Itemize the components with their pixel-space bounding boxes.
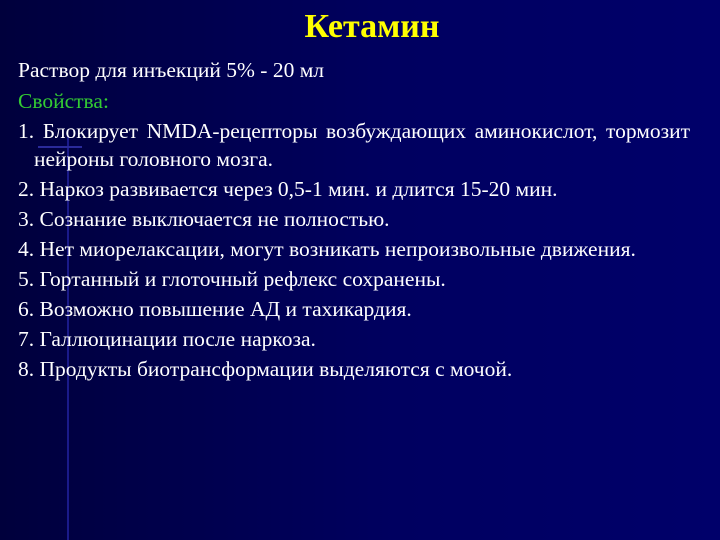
slide-body	[18, 55, 690, 385]
list-item: 8. Продукты биотрансформации выделяются с мочой.	[18, 357, 513, 381]
list-item: 2. Наркоз развивается через 0,5-1 мин. и длится 15-20 мин.	[18, 177, 558, 201]
properties-heading: Свойства:	[18, 89, 109, 113]
list-item: 3. Сознание выключается не полностью.	[18, 207, 390, 231]
list-item: 4. Нет миорелаксации, могут возникать непроизвольные движения.	[18, 237, 636, 261]
list-item: 6. Возможно повышение АД и тахикардия.	[18, 297, 412, 321]
solution-line: Раствор для инъекций 5% - 20 мл	[18, 58, 325, 82]
list-item: 5. Гортанный и глоточный рефлекс сохранены.	[18, 267, 446, 291]
list-item: 1. Блокирует NMDA-рецепторы возбуждающих аминокислот, тормозит нейроны головного мозга.	[18, 119, 690, 171]
slide-title: Кетамин	[304, 8, 440, 45]
list-item: 7. Галлюцинации после наркоза.	[18, 327, 316, 351]
